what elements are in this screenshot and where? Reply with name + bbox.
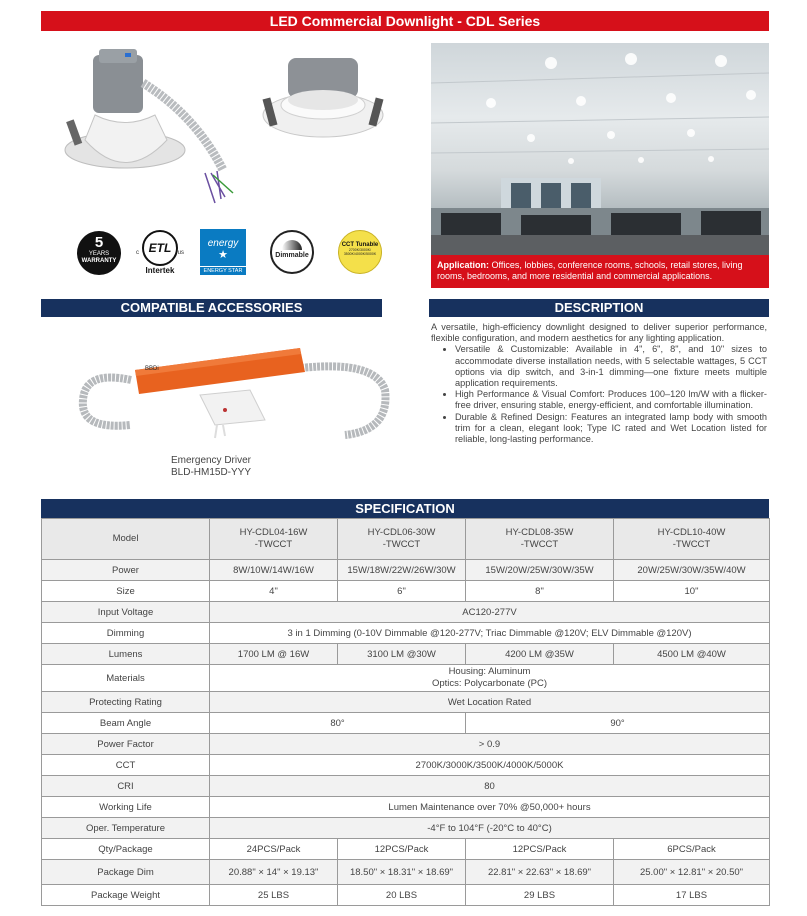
emergency-driver-image (75, 330, 390, 450)
table-cell: 6" (338, 581, 466, 602)
accessory-caption (41, 455, 381, 479)
row-label: Lumens (42, 644, 210, 665)
table-cell: Lumen Maintenance over 70% @50,000+ hours (210, 797, 770, 818)
table-cell: 20W/25W/30W/35W/40W (614, 560, 770, 581)
model-cell: HY-CDL08-35W -TWCCT (466, 519, 614, 560)
table-cell: 6PCS/Pack (614, 839, 770, 860)
row-label: Materials (42, 665, 210, 692)
table-cell: -4°F to 104°F (-20°C to 40°C) (210, 818, 770, 839)
table-cell: 12PCS/Pack (466, 839, 614, 860)
table-row (42, 839, 770, 860)
row-label: Size (42, 581, 210, 602)
cct-tunable-badge: CCT Tunable 2700K/3000K/ 3500K/4000K/5000K (338, 230, 382, 274)
table-cell: 90° (466, 713, 770, 734)
table-cell: 2700K/3000K/3500K/4000K/5000K (210, 755, 770, 776)
table-row (42, 519, 770, 560)
table-cell: AC120-277V (210, 602, 770, 623)
description-bullets (431, 344, 767, 445)
row-label: Power Factor (42, 734, 210, 755)
row-label: Power (42, 560, 210, 581)
dimmer-icon (282, 240, 302, 250)
table-row (42, 860, 770, 885)
description-intro: A versatile, high-efficiency downlight designed to deliver superior performance, flexible configuration, and modern aesthetics for any lighting application. (431, 322, 767, 344)
table-cell: 80 (210, 776, 770, 797)
table-cell: 12PCS/Pack (338, 839, 466, 860)
dimmable-badge: Dimmable (270, 230, 314, 274)
application-label: Application: (437, 260, 489, 270)
table-cell: 1700 LM @ 16W (210, 644, 338, 665)
office-application-photo (431, 43, 769, 255)
table-cell: 25 LBS (210, 885, 338, 906)
downlight-front-image (258, 50, 388, 145)
table-row (42, 797, 770, 818)
table-cell: Housing: Aluminum Optics: Polycarbonate (PC) (210, 665, 770, 692)
table-cell: 4500 LM @40W (614, 644, 770, 665)
description-body (431, 322, 767, 445)
page-title: LED Commercial Downlight - CDL Series (41, 11, 769, 31)
row-label: CRI (42, 776, 210, 797)
star-icon: ★ (218, 249, 228, 261)
row-label: Protecting Rating (42, 692, 210, 713)
etl-intertek-logo: ETL c us Intertek (134, 230, 186, 276)
table-cell: 4200 LM @35W (466, 644, 614, 665)
table-row (42, 665, 770, 692)
table-row (42, 818, 770, 839)
table-cell: 10" (614, 581, 770, 602)
model-cell: HY-CDL10-40W -TWCCT (614, 519, 770, 560)
table-cell: 80° (210, 713, 466, 734)
warranty-badge: 5 YEARS WARRANTY (77, 231, 121, 275)
table-row (42, 713, 770, 734)
table-row (42, 602, 770, 623)
table-cell: 3 in 1 Dimming (0-10V Dimmable @120-277V; Triac Dimmable @120V; ELV Dimmable @120V) (210, 623, 770, 644)
table-row (42, 623, 770, 644)
row-label: Qty/Package (42, 839, 210, 860)
description-bullet: • Durable & Refined Design: Features an integrated lamp body with smooth trim for a clean, elegant look; Type IC rated and Wet Location listed for reliable, long-lasting performance. (455, 412, 767, 446)
row-label: Dimming (42, 623, 210, 644)
table-row (42, 560, 770, 581)
row-label: Oper. Temperature (42, 818, 210, 839)
downlight-with-conduit-image (55, 45, 235, 220)
table-cell: 24PCS/Pack (210, 839, 338, 860)
description-bullet: • Versatile & Customizable: Available in 4", 6", 8", and 10" sizes to accommodate diverse installation needs, with 5 selectable wattages, 5 CCT options via dip switch, and 3-in-1 dimming—one fixture meets multiple application requirements. (455, 344, 767, 389)
table-row (42, 755, 770, 776)
svg-text:BBDi: BBDi (145, 366, 159, 372)
table-cell: Wet Location Rated (210, 692, 770, 713)
table-row (42, 581, 770, 602)
table-cell: 25.00" × 12.81" × 20.50" (614, 860, 770, 885)
row-label: Input Voltage (42, 602, 210, 623)
specification-table (41, 518, 770, 906)
application-text: Offices, lobbies, conference rooms, schools, retail stores, living rooms, bedrooms, and more residential and commercial applications. (437, 260, 743, 281)
row-label: Beam Angle (42, 713, 210, 734)
table-cell: > 0.9 (210, 734, 770, 755)
model-cell: HY-CDL06-30W -TWCCT (338, 519, 466, 560)
accessory-model: BLD-HM15D-YYY (170, 467, 252, 478)
table-cell: 3100 LM @30W (338, 644, 466, 665)
table-cell: 22.81" × 22.63" × 18.69" (466, 860, 614, 885)
table-row (42, 885, 770, 906)
row-label: Package Weight (42, 885, 210, 906)
table-row (42, 692, 770, 713)
table-cell: 20.88" × 14" × 19.13" (210, 860, 338, 885)
table-cell: 15W/20W/25W/30W/35W (466, 560, 614, 581)
table-cell: 17 LBS (614, 885, 770, 906)
table-cell: 20 LBS (338, 885, 466, 906)
compatible-accessories-heading: COMPATIBLE ACCESSORIES (41, 299, 382, 317)
row-label: Package Dim (42, 860, 210, 885)
row-label: Working Life (42, 797, 210, 818)
row-label: Model (42, 519, 210, 560)
table-cell: 29 LBS (466, 885, 614, 906)
model-cell: HY-CDL04-16W -TWCCT (210, 519, 338, 560)
table-row (42, 734, 770, 755)
description-bullet: • High Performance & Visual Comfort: Produces 100–120 lm/W with a flicker-free driver, ensuring stable, energy-efficient, and comfortable illumination. (455, 389, 767, 411)
table-cell: 4" (210, 581, 338, 602)
table-row (42, 776, 770, 797)
table-row (42, 644, 770, 665)
table-cell: 18.50" × 18.31" × 18.69" (338, 860, 466, 885)
accessory-name: Emergency Driver (170, 455, 252, 466)
table-cell: 8" (466, 581, 614, 602)
energy-star-logo: energy ★ ENERGY STAR (200, 229, 246, 275)
table-cell: 8W/10W/14W/16W (210, 560, 338, 581)
row-label: CCT (42, 755, 210, 776)
specification-heading: SPECIFICATION (41, 499, 769, 518)
application-caption (431, 255, 769, 288)
table-cell: 15W/18W/22W/26W/30W (338, 560, 466, 581)
description-heading: DESCRIPTION (429, 299, 769, 317)
